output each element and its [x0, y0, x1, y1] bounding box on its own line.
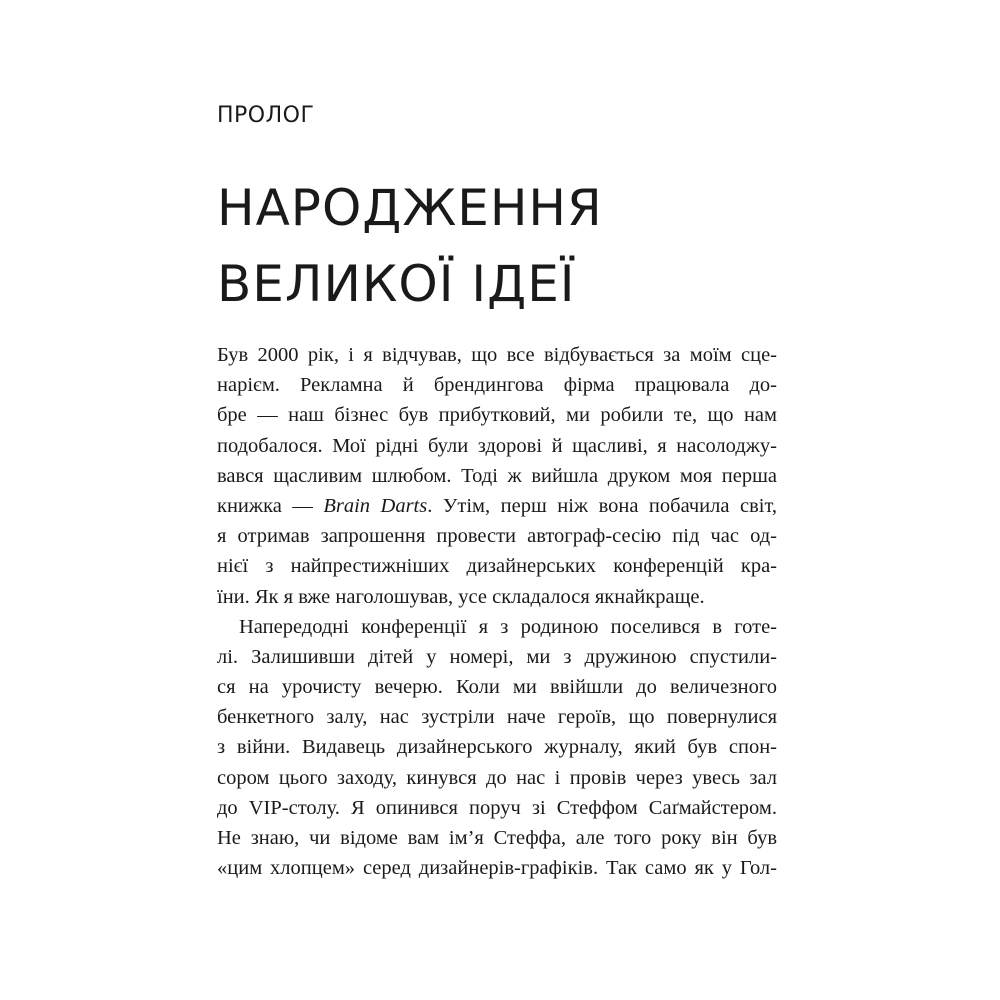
text-line: сором цього заходу, кинувся до нас і провів через увесь зал — [217, 766, 777, 789]
text-line: бенкетного залу, нас зустріли наче героїв, що повернулися — [217, 706, 777, 729]
text-line: до VIP-столу. Я опинився поруч зі Стеффом Саґмайстером. — [217, 796, 777, 819]
text-fragment: книжка — — [217, 494, 324, 517]
chapter-label: ПРОЛОГ — [217, 103, 315, 128]
text-fragment: . Утім, перш ніж вона побачила світ, — [427, 494, 777, 517]
text-line: нарієм. Рекламна й брендингова фірма працювала до- — [217, 374, 777, 397]
text-line: лі. Залишивши дітей у номері, ми з дружиною спустили- — [217, 645, 777, 668]
text-line: я отримав запрошення провести автограф-сесію під час од- — [217, 525, 777, 548]
text-line: з війни. Видавець дизайнерського журналу, який був спон- — [217, 736, 777, 759]
text-line: вався щасливим шлюбом. Тоді ж вийшла друком моя перша — [217, 464, 777, 487]
paragraph-2 — [217, 612, 777, 884]
chapter-title-line-2: ВЕЛИКОЇ ІДЕЇ — [217, 255, 576, 313]
text-line: «цим хлопцем» серед дизайнерів-графіків. Так само як у Гол- — [217, 857, 777, 880]
text-line: нієї з найпрестижніших дизайнерських конференцій кра- — [217, 555, 777, 578]
text-line: їни. Як я вже наголошував, усе складалося якнайкраще. — [217, 585, 705, 608]
book-title: Brain Darts — [323, 494, 428, 517]
text-line: бре — наш бізнес був прибутковий, ми робили те, що нам — [217, 404, 777, 427]
chapter-title-line-1: НАРОДЖЕННЯ — [217, 179, 603, 237]
text-line: Не знаю, чи відоме вам ім’я Стеффа, але того року він був — [217, 827, 777, 849]
text-line: Напередодні конференції я з родиною поселився в готе- — [239, 615, 777, 638]
text-line: подобалося. Мої рідні були здорові й щасливі, я насолоджу- — [217, 434, 777, 457]
chapter-title — [217, 170, 777, 322]
paragraph-1 — [217, 340, 777, 612]
body-text — [217, 340, 777, 883]
text-line: ся на урочисту вечерю. Коли ми ввійшли до величезного — [217, 676, 777, 699]
text-line: Був 2000 рік, і я відчував, що все відбувається за моїм сце- — [217, 344, 777, 366]
text-line — [217, 491, 777, 521]
